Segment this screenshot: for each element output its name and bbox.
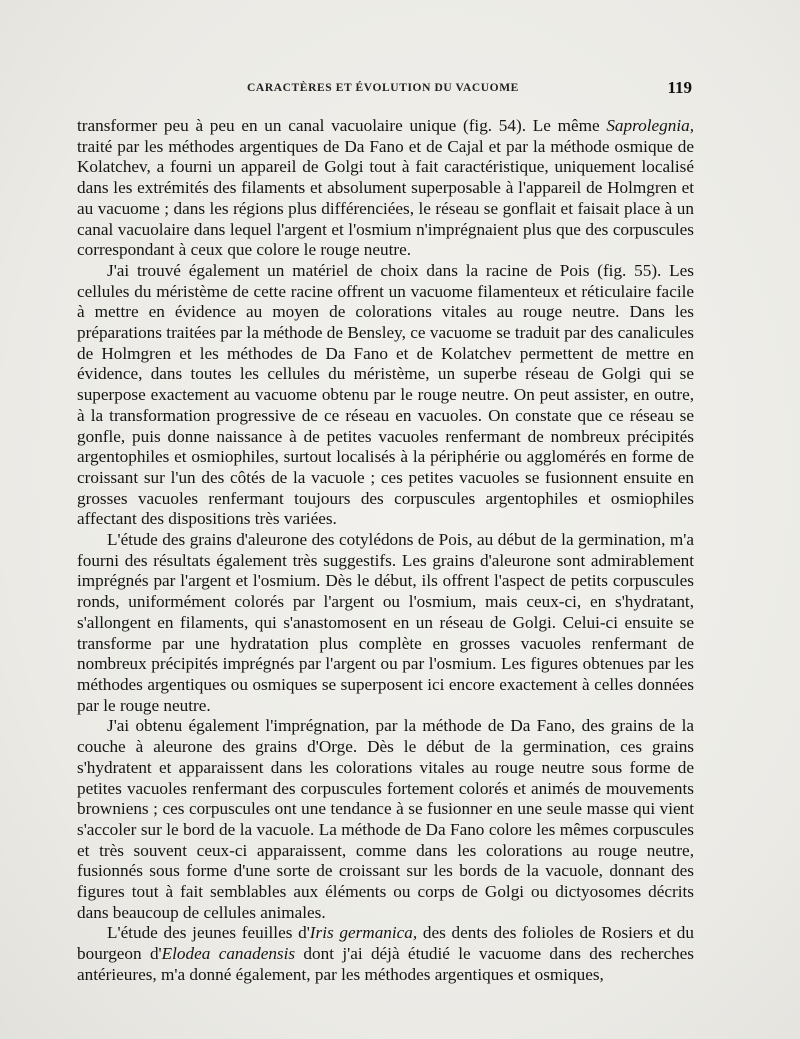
- paragraph-5-text-b: des dents des folioles de Rosiers et du bourgeon d': [77, 923, 694, 964]
- paragraph-1-text-a: transformer peu à peu en un canal vacuolaire unique (fig. 54). Le même: [77, 116, 607, 135]
- paragraph-4: J'ai obtenu également l'imprégnation, par la méthode de Da Fano, des grains de la couche à aleurone des grains d'Orge. Dès le début de la germination, ces grains s'hydratent et apparaissent dans les colorations vitales au rouge neutre sous forme de petites vacuoles renfermant des corpuscules fortement colorés et animés de mouvements browniens ; ces corpuscules ont une tendance à se fusionner en une seule masse qui vient s'accoler sur le bord de la vacuole. La méthode de Da Fano colore les mêmes corpuscules et très souvent ceux-ci apparaissent, comme dans les colorations au rouge neutre, fusionnés sous forme d'une sorte de croissant sur les bords de la vacuole, donnant des figures tout à fait semblables aux éléments ou corps de Golgi ou dictyosomes décrits dans beaucoup de cellules animales.: [77, 716, 694, 922]
- page-number: 119: [667, 78, 692, 97]
- paragraph-5-italic-elodea: Elodea canadensis: [161, 944, 296, 964]
- paragraph-3: L'étude des grains d'aleurone des cotylédons de Pois, au début de la germination, m'a fourni des résultats également très suggestifs. Les grains d'aleurone sont admirablement imprégnés par l'argent et l'osmium. Dès le début, ils offrent l'aspect de petits corpuscules ronds, uniformément colorés par l'argent ou l'osmium, mais ceux-ci, en s'hydratant, s'allongent en filaments, qui s'anastomosent en un réseau de Golgi. Celui-ci ensuite se transforme par une hydratation plus complète en grosses vacuoles renfermant de nombreux précipités imprégnés par l'argent ou par l'osmium. Les figures obtenues par les méthodes argentiques ou osmiques se superposent ici encore exactement à celles données par le rouge neutre.: [77, 530, 694, 715]
- paragraph-2: J'ai trouvé également un matériel de choix dans la racine de Pois (fig. 55). Les cellules du méristème de cette racine offrent un vacuome filamenteux et réticulaire facile à mettre en évidence au moyen de colorations vitales au rouge neutre. Dans les préparations traitées par la méthode de Bensley, ce vacuome se traduit par des canalicules de Holmgren et les méthodes de Da Fano et de Kolatchev permettent de mettre en évidence, dans toutes les cellules du méristème, un superbe réseau de Golgi qui se superpose exactement au vacuome obtenu par le rouge neutre. On peut assister, en outre, à la transformation progressive de ce réseau en vacuoles. On constate que ce réseau se gonfle, puis donne naissance à de petites vacuoles renfermant de nombreux précipités argentophiles et osmiophiles, surtout localisés à la périphérie ou agglomérés en forme de croissant sur l'un des côtés de la vacuole ; ces petites vacuoles se fusionnent ensuite en grosses vacuoles renfermant toujours des corpuscules argentophiles et osmiophiles affectant des dispositions très variées.: [77, 260, 694, 529]
- paragraph-5-italic-iris: Iris germanica,: [309, 923, 418, 943]
- paragraph-1-italic-saprolegnia: Saprolegnia,: [606, 116, 694, 135]
- paragraph-5-text-c: dont j'ai déjà étudié le vacuome dans des recherches antérieures, m'a donné également, par les méthodes argentiques et osmiques,: [77, 944, 694, 984]
- body-text: [77, 116, 694, 986]
- running-head: [78, 78, 692, 102]
- running-title: CARACTÈRES ET ÉVOLUTION DU VACUOME: [247, 82, 519, 94]
- paragraph-1: [77, 116, 694, 261]
- paragraph-5-text-a: L'étude des jeunes feuilles d': [107, 923, 310, 943]
- paragraph-1-text-b: traité par les méthodes argentiques de Da Fano et de Cajal et par la méthode osmique de Kolatchev, a fourni un appareil de Golgi tout à fait caractéristique, uniquement localisé dans les extrémités des filaments et absolument superposable à l'appareil de Holmgren et au vacuome ; dans les régions plus différenciées, le réseau se gonflait et faisait place à un canal vacuolaire dans lequel l'argent et l'osmium n'imprégnaient plus que des corpuscules correspondant à ceux que colore le rouge neutre.: [77, 136, 694, 260]
- paragraph-5: [77, 923, 694, 985]
